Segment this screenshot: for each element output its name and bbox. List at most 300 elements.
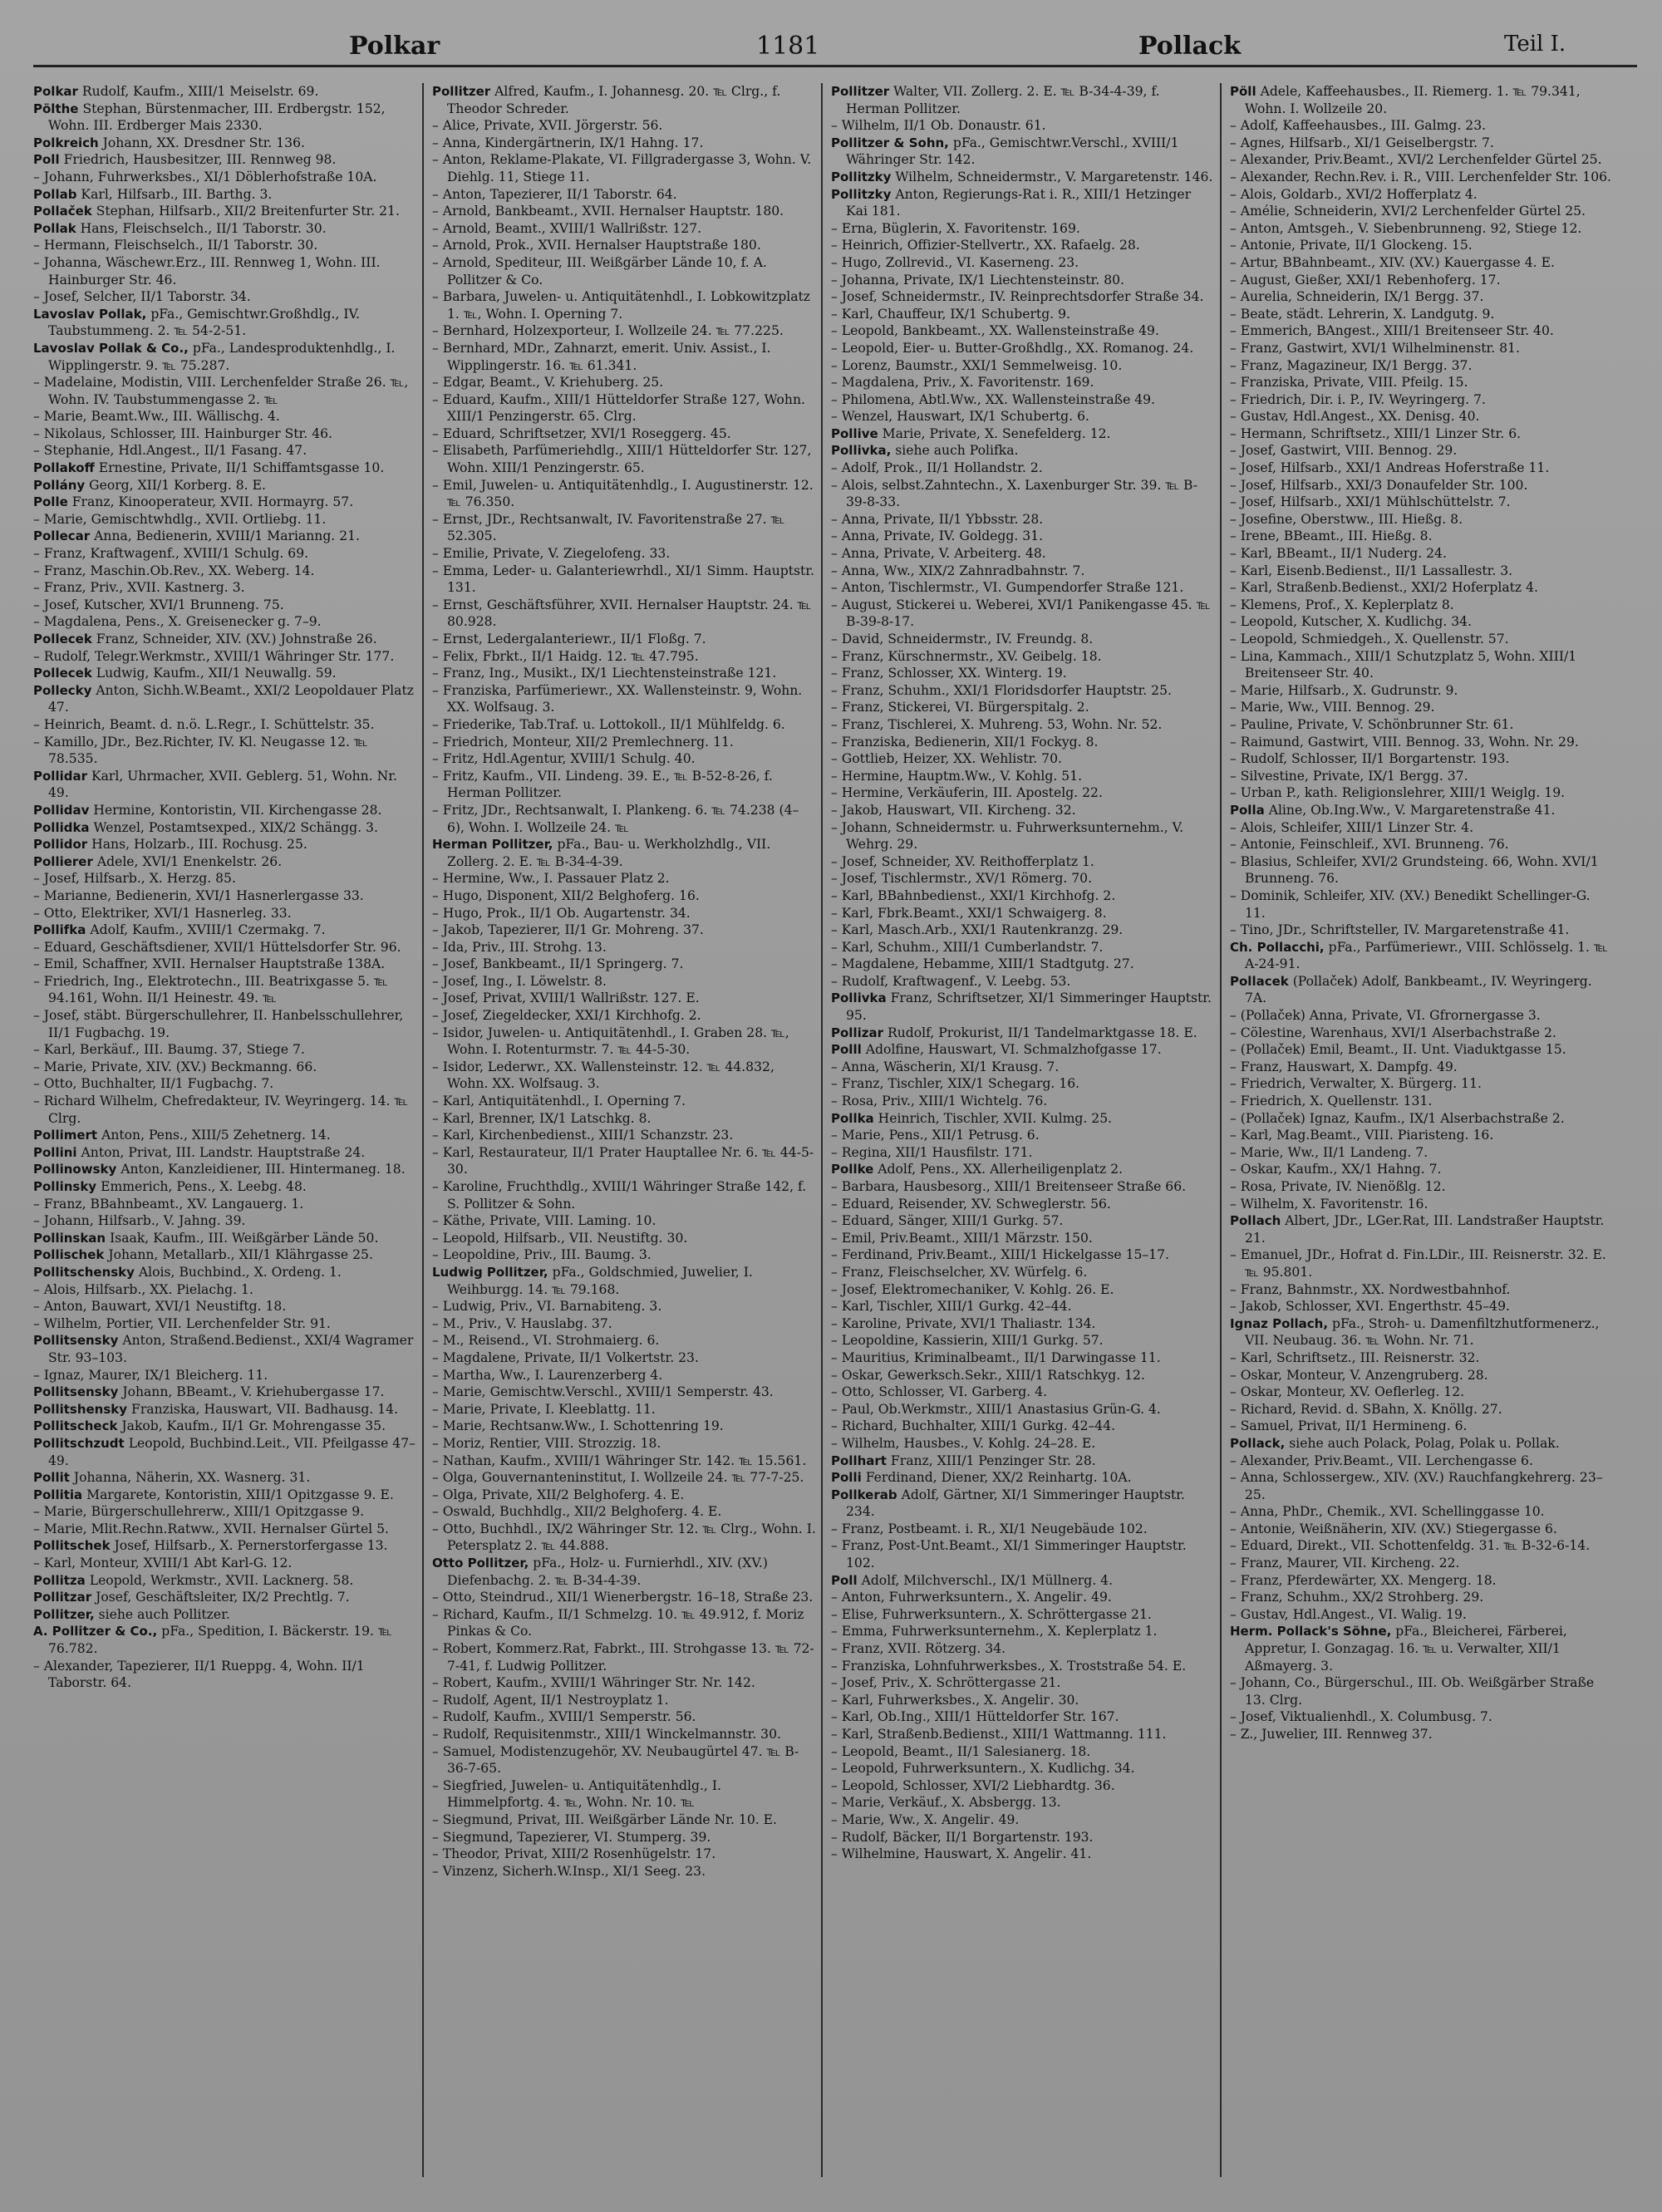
directory-entry <box>432 870 816 887</box>
entry-details: – Vinzenz, Sicherh.W.Insp., XI/1 Seeg. 23. <box>432 1863 706 1879</box>
directory-entry <box>1230 340 1614 357</box>
entry-details: – Franz, Maurer, VII. Kircheng. 22. <box>1230 1556 1460 1571</box>
entry-surname: Pollach <box>1230 1213 1281 1229</box>
entry-details: Friedrich, Hausbesitzer, III. Rennweg 98. <box>63 152 337 168</box>
entry-surname: Pollierer <box>33 853 93 869</box>
entry-details: pFa., Goldschmied, Juwelier, I. Weihburgg. 14. ℡ 79.168. <box>447 1264 753 1297</box>
entry-details: – Emil, Schaffner, XVII. Hernalser Hauptstraße 138A. <box>33 956 386 972</box>
entry-surname: Pollitschek <box>33 1538 111 1554</box>
entry-details: – Kamillo, JDr., Bez.Richter, IV. Kl. Neugasse 12. ℡ 78.535. <box>33 734 368 767</box>
directory-entry <box>33 408 417 425</box>
directory-entry <box>33 1521 417 1538</box>
directory-entry <box>1230 1127 1614 1144</box>
directory-entry <box>1230 477 1614 494</box>
directory-entry <box>33 203 417 220</box>
entry-details: – Franz, Schuhm., XX/2 Strohberg. 29. <box>1230 1590 1484 1605</box>
directory-entry <box>33 494 417 511</box>
entry-details: – Marie, Bürgerschullehrerw., XIII/1 Opitzgasse 9. <box>33 1504 365 1520</box>
directory-entry <box>1230 1093 1614 1110</box>
entry-details: pFa., Gemischtwr.Großhdlg., IV. Taubstummeng. 2. ℡ 54-2-51. <box>48 306 361 339</box>
directory-entry <box>1230 511 1614 528</box>
directory-entry <box>432 648 816 666</box>
directory-entry <box>831 511 1215 528</box>
directory-entry <box>831 1623 1215 1640</box>
entry-details: – Franz, BBahnbeamt., XV. Langauerg. 1. <box>33 1196 304 1212</box>
directory-entry <box>33 1246 417 1264</box>
entry-details: – Johann, Co., Bürgerschul., III. Ob. Weißgärber Straße 13. Clrg. <box>1230 1675 1595 1708</box>
entry-surname: Ignaz Pollach, <box>1230 1315 1329 1331</box>
entry-details: – Johann, Hilfsarb., V. Jahng. 39. <box>33 1213 246 1229</box>
directory-entry <box>831 597 1215 631</box>
entry-details: – Franz, Fleischselcher, XV. Würfelg. 6. <box>831 1264 1088 1280</box>
entry-details: – Magdalena, Pens., X. Greisenecker g. 7–9. <box>33 614 322 630</box>
directory-entry <box>1230 442 1614 460</box>
directory-entry <box>1230 939 1614 973</box>
entry-details: – Aurelia, Schneiderin, IX/1 Bergg. 37. <box>1230 289 1484 305</box>
directory-entry <box>831 1025 1215 1042</box>
directory-entry <box>1230 802 1614 819</box>
entry-details: – Edgar, Beamt., V. Kriehuberg. 25. <box>432 375 664 391</box>
directory-entry <box>33 819 417 837</box>
directory-entry <box>33 1367 417 1384</box>
entry-details: – Robert, Kaufm., XVIII/1 Währinger Str. Nr. 142. <box>432 1675 755 1691</box>
directory-entry <box>1230 734 1614 751</box>
directory-entry <box>1230 922 1614 939</box>
entry-details: – Philomena, Abtl.Ww., XX. Wallensteinstraße 49. <box>831 391 1156 407</box>
directory-entry <box>831 1264 1215 1281</box>
entry-details: Hans, Holzarb., III. Rochusg. 25. <box>91 837 307 853</box>
directory-entry <box>1230 1589 1614 1606</box>
directory-entry <box>33 135 417 152</box>
entry-details: – Antonie, Weißnäherin, XIV. (XV.) Stiegergasse 6. <box>1230 1521 1557 1536</box>
column-divider <box>422 83 424 2177</box>
entry-details: – Karl, Chauffeur, IX/1 Schubertg. 9. <box>831 306 1070 322</box>
entry-details: – Karl, Straßenb.Bedienst., XXI/2 Hoferplatz 4. <box>1230 580 1538 596</box>
entry-details: – Alois, Goldarb., XVI/2 Hofferplatz 4. <box>1230 186 1478 202</box>
entry-details: – Gustav, Hdl.Angest., XX. Denisg. 40. <box>1230 409 1480 425</box>
directory-entry <box>831 460 1215 477</box>
entry-details: – Gustav, Hdl.Angest., VI. Walig. 19. <box>1230 1606 1467 1622</box>
directory-entry <box>831 1281 1215 1299</box>
entry-details: – Siegfried, Juwelen- u. Antiquitätenhdlg., I. Himmelpfortg. 4. ℡, Wohn. Nr. 10. ℡ <box>432 1777 721 1811</box>
entry-details: – Elisabeth, Parfümeriehdlg., XIII/1 Hütteldorfer Str. 127, Wohn. XIII/1 Penzingerstr. 65. <box>432 443 812 476</box>
entry-details: Rudolf, Prokurist, II/1 Tandelmarktgasse 18. E. <box>887 1025 1197 1040</box>
entry-surname: Pollidka <box>33 819 90 835</box>
entry-details: – Elise, Fuhrwerksuntern., X. Schröttergasse 21. <box>831 1606 1152 1622</box>
entry-details: – Alois, selbst.Zahntechn., X. Laxenburger Str. 39. ℡ B-39-8-33. <box>831 477 1198 510</box>
entry-details: – Anna, Private, II/1 Ybbsstr. 28. <box>831 511 1044 527</box>
entry-surname: Herm. Pollack's Söhne, <box>1230 1624 1392 1639</box>
entry-details: Franz, Schneider, XIV. (XV.) Johnstraße 26. <box>96 632 377 646</box>
entry-details: – Franz, Stickerei, VI. Bürgerspitalg. 2. <box>831 700 1089 715</box>
entry-details: Aline, Ob.Ing.Ww., V. Margaretenstraße 41. <box>1268 802 1556 818</box>
entry-surname: Pollak <box>33 220 76 236</box>
entry-details: – Leopold, Schlosser, XVI/2 Liebhardtg. 36. <box>831 1777 1115 1793</box>
entry-surname: Pollidor <box>33 837 88 853</box>
directory-entry <box>1230 1435 1614 1453</box>
directory-entry <box>831 1435 1215 1453</box>
directory-entry <box>831 784 1215 802</box>
entry-details: – Marie, Private, I. Kleeblattg. 11. <box>432 1401 656 1417</box>
directory-entry <box>33 579 417 597</box>
entry-details: – Fritz, Hdl.Agentur, XVIII/1 Schulg. 40. <box>432 751 696 767</box>
directory-entry <box>831 819 1215 853</box>
directory-entry <box>1230 1161 1614 1178</box>
entry-details: – Anna, Kindergärtnerin, IX/1 Hahng. 17. <box>432 135 704 150</box>
running-head-left: Polkar <box>349 32 440 61</box>
entry-details: – Josef, Hilfsarb., XXI/1 Mühlschüttelstr. 7. <box>1230 494 1511 510</box>
entry-surname: Pollitscheck <box>33 1418 118 1434</box>
entry-details: – Franz, Tischler, XIX/1 Schegarg. 16. <box>831 1076 1080 1092</box>
entry-surname: Lavoslav Pollak & Co., <box>33 340 189 356</box>
entry-details: – Hermann, Fleischselch., II/1 Taborstr. 30. <box>33 238 318 253</box>
directory-entry <box>1230 648 1614 682</box>
directory-entry <box>432 905 816 922</box>
entry-details: pFa., Bleicherei, Färberei, Appretur, I. Gonzagag. 16. ℡ u. Verwalter, XII/1 Aßmayerg. 3. <box>1245 1624 1567 1674</box>
directory-entry <box>831 1246 1215 1264</box>
entry-details: – Eduard, Schriftsetzer, XVI/1 Roseggerg. 45. <box>432 425 731 441</box>
entry-details: – Eduard, Geschäftsdiener, XVII/1 Hüttelsdorfer Str. 96. <box>33 939 401 955</box>
entry-details: Josef, Geschäftsleiter, IX/2 Prechtlg. 7. <box>96 1590 350 1605</box>
directory-entry <box>432 1418 816 1435</box>
directory-entry <box>432 1606 816 1640</box>
directory-entry <box>432 1007 816 1025</box>
entry-surname: Pollke <box>831 1162 874 1177</box>
entry-details: – Robert, Kommerz.Rat, Fabrkt., III. Strohgasse 13. ℡ 72-7-41, f. Ludwig Pollitzer. <box>432 1641 814 1674</box>
entry-surname: Pollack, <box>1230 1435 1286 1451</box>
directory-entry <box>33 169 417 186</box>
directory-entry <box>432 117 816 135</box>
entry-details: – Bernhard, Holzexporteur, I. Wollzeile 24. ℡ 77.225. <box>432 323 784 339</box>
entry-details: – Wilhelm, Hausbes., V. Kohlg. 24–28. E. <box>831 1435 1096 1451</box>
directory-entry <box>1230 1726 1614 1743</box>
directory-entry <box>432 1110 816 1128</box>
entry-details: – Dominik, Schleifer, XIV. (XV.) Benedikt Schellinger-G. 11. <box>1230 887 1591 921</box>
directory-entry <box>33 1623 417 1657</box>
entry-details: Johanna, Näherin, XX. Wasnerg. 31. <box>73 1470 311 1486</box>
entry-details: Alfred, Kaufm., I. Johannesg. 20. ℡ Clrg., f. Theodor Schreder. <box>447 84 781 116</box>
entry-details: – Ernst, Ledergalanteriewr., II/1 Floßg. 7. <box>432 632 706 646</box>
entry-details: – Moriz, Rentier, VIII. Strozzig. 18. <box>432 1435 661 1451</box>
entry-details: – Hermann, Schriftsetz., XIII/1 Linzer Str. 6. <box>1230 425 1522 441</box>
entry-surname: Pollecek <box>33 666 92 681</box>
entry-details: pFa., Spedition, I. Bäckerstr. 19. ℡ 76.782. <box>48 1624 392 1657</box>
directory-entry <box>1230 425 1614 443</box>
directory-entry <box>432 768 816 802</box>
directory-entry <box>33 613 417 631</box>
volume-label: Teil I. <box>1504 32 1566 57</box>
directory-entry <box>831 750 1215 768</box>
entry-details: – Karl, Schuhm., XIII/1 Cumberlandstr. 7. <box>831 939 1104 955</box>
entry-details: – Franz, Kürschnermstr., XV. Geibelg. 18. <box>831 648 1102 664</box>
entry-details: – Marie, Gemischtw.Verschl., XVIII/1 Semperstr. 43. <box>432 1384 774 1400</box>
entry-details: – Z., Juwelier, III. Rennweg 37. <box>1230 1727 1433 1742</box>
directory-entry <box>831 408 1215 425</box>
entry-details: Adolf, Pens., XX. Allerheiligenplatz 2. <box>878 1162 1124 1177</box>
entry-details: – Anton, Amtsgeh., V. Siebenbrunneng. 92, Stiege 12. <box>1230 220 1582 236</box>
entry-details: – Franz, Pferdewärter, XX. Mengerg. 18. <box>1230 1572 1497 1588</box>
entry-details: – (Pollaček) Emil, Beamt., II. Unt. Viaduktgasse 15. <box>1230 1042 1566 1058</box>
directory-entry <box>1230 716 1614 734</box>
directory-entry <box>432 1726 816 1743</box>
entry-surname: Polkar <box>33 84 78 99</box>
directory-entry <box>432 1025 816 1059</box>
directory-entry <box>432 682 816 716</box>
entry-details: – Arnold, Bankbeamt., XVII. Hernalser Hauptstr. 180. <box>432 204 784 219</box>
directory-entry <box>831 288 1215 306</box>
entry-details: – Karoline, Private, XVI/1 Thaliastr. 134. <box>831 1315 1096 1331</box>
directory-entry <box>33 836 417 853</box>
entry-details: – Karl, Restaurateur, II/1 Prater Hauptallee Nr. 6. ℡ 44-5-30. <box>432 1144 814 1177</box>
directory-entry <box>831 648 1215 666</box>
entry-surname: Pölthe <box>33 101 79 116</box>
entry-details: Johann, Metallarb., XII/1 Klährgasse 25. <box>108 1247 373 1263</box>
directory-entry <box>1230 579 1614 597</box>
directory-entry <box>1230 853 1614 887</box>
entry-details: – August, Stickerei u. Weberei, XVI/1 Panikengasse 45. ℡ B-39-8-17. <box>831 597 1211 630</box>
directory-entry <box>432 665 816 682</box>
entry-details: – Alice, Private, XVII. Jörgerstr. 56. <box>432 118 663 134</box>
entry-details: – Friedrich, Verwalter, X. Bürgerg. 11. <box>1230 1076 1482 1092</box>
directory-entry <box>831 699 1215 716</box>
directory-entry <box>831 1658 1215 1675</box>
directory-entry <box>33 1144 417 1162</box>
entry-details: – Mauritius, Kriminalbeamt., II/1 Darwingasse 11. <box>831 1349 1161 1365</box>
entry-details: – Leopold, Eier- u. Butter-Großhdlg., XX. Romanog. 24. <box>831 340 1194 356</box>
directory-entry <box>432 922 816 939</box>
directory-entry <box>1230 613 1614 631</box>
directory-entry <box>831 1230 1215 1247</box>
entry-details: – Karl, Kirchenbedienst., XIII/1 Schanzstr. 23. <box>432 1128 734 1143</box>
directory-entry <box>33 374 417 408</box>
entry-details: – Karl, Brenner, IX/1 Latschkg. 8. <box>432 1110 652 1126</box>
entry-details: – Silvestine, Private, IX/1 Bergg. 37. <box>1230 768 1468 784</box>
entry-surname: Pollitschensky <box>33 1264 135 1280</box>
entry-details: – Heinrich, Beamt. d. n.ö. L.Regr., I. Schüttelstr. 35. <box>33 716 375 732</box>
entry-details: – Hermine, Verkäuferin, III. Apostelg. 22. <box>831 785 1103 801</box>
entry-details: – Otto, Buchhalter, II/1 Fugbachg. 7. <box>33 1076 274 1092</box>
entry-details: – Tino, JDr., Schriftsteller, IV. Margaretenstraße 41. <box>1230 922 1570 938</box>
entry-details: – Karl, Fbrk.Beamt., XXI/1 Schwaigerg. 8. <box>831 905 1107 921</box>
directory-entry <box>831 237 1215 254</box>
entry-details: – Lorenz, Baumstr., XXI/1 Semmelweisg. 10. <box>831 357 1123 373</box>
entry-details: – Alexander, Rechn.Rev. i. R., VIII. Lerchenfelder Str. 106. <box>1230 169 1612 184</box>
directory-entry <box>1230 1401 1614 1418</box>
directory-entry <box>1230 1025 1614 1042</box>
directory-entry <box>831 665 1215 682</box>
directory-entry <box>432 186 816 204</box>
directory-entry <box>33 425 417 443</box>
entry-details: – Hermine, Ww., I. Passauer Platz 2. <box>432 871 670 887</box>
entry-details: Rudolf, Kaufm., XIII/1 Meiselstr. 69. <box>81 84 319 99</box>
entry-details: – Josef, Elektromechaniker, V. Kohlg. 26. E. <box>831 1281 1114 1297</box>
entry-details: – Siegmund, Privat, III. Weißgärber Lände Nr. 10. E. <box>432 1811 778 1827</box>
directory-entry <box>33 340 417 374</box>
directory-entry <box>831 1332 1215 1349</box>
directory-entry <box>831 563 1215 580</box>
entry-details: Adolfine, Hauswart, VI. Schmalzhofgasse 17. <box>865 1042 1162 1058</box>
entry-surname: Lavoslav Pollak, <box>33 306 147 322</box>
directory-entry <box>1230 203 1614 220</box>
entry-details: – Wilhelmine, Hauswart, X. Angeliг. 41. <box>831 1846 1092 1862</box>
running-head-right: Pollack <box>1138 32 1242 61</box>
directory-entry <box>831 528 1215 545</box>
entry-details: – Olga, Gouvernanteninstitut, I. Wollzeile 24. ℡ 77-7-25. <box>432 1470 804 1486</box>
entry-details: – Richard, Revid. d. SBahn, X. Knöllg. 27. <box>1230 1401 1502 1417</box>
directory-entry <box>432 1178 816 1212</box>
directory-entry <box>1230 1503 1614 1521</box>
entry-details: Adolf, Milchverschl., IX/1 Müllnerg. 4. <box>861 1572 1114 1588</box>
entry-details: – Josef, Schneidermstr., IV. Reinprechtsdorfer Straße 34. <box>831 289 1204 305</box>
directory-entry <box>33 956 417 973</box>
entry-details: – Fritz, Kaufm., VII. Lindeng. 39. E., ℡ B-52-8-26, f. Herman Pollitzer. <box>432 768 773 801</box>
directory-entry <box>1230 1110 1614 1128</box>
directory-entry <box>33 1196 417 1213</box>
entry-details: – Karl, Eisenb.Bedienst., II/1 Lassallestr. 3. <box>1230 563 1513 578</box>
entry-details: – Rosa, Private, IV. Nienößlg. 12. <box>1230 1179 1446 1194</box>
entry-surname: Pollischek <box>33 1247 105 1263</box>
entry-details: Adele, Kaffeehausbes., II. Riemerg. 1. ℡ 79.341, Wohn. I. Wollzeile 20. <box>1245 84 1581 116</box>
directory-entry <box>432 545 816 563</box>
directory-entry <box>33 682 417 716</box>
entry-details: Adele, XVI/1 Enenkelstr. 26. <box>96 853 283 869</box>
directory-entry <box>1230 631 1614 648</box>
directory-entry <box>831 1846 1215 1863</box>
entry-details: – Karl, Straßenb.Bedienst., XIII/1 Wattmanng. 111. <box>831 1727 1167 1742</box>
directory-entry <box>1230 322 1614 340</box>
entry-details: Margarete, Kontoristin, XIII/1 Opitzgasse 9. E. <box>86 1487 394 1502</box>
entry-details: – Anton, Fuhrwerksuntern., X. Angeliг. 49. <box>831 1590 1112 1605</box>
entry-details: Walter, VII. Zollerg. 2. E. ℡ B-34-4-39, f. Herman Pollitzer. <box>846 84 1160 116</box>
entry-surname: Polll <box>831 1042 862 1058</box>
directory-entry <box>432 1332 816 1349</box>
directory-entry <box>33 288 417 306</box>
directory-entry <box>831 357 1215 375</box>
entry-details: Leopold, Werkmstr., XVII. Lacknerg. 58. <box>89 1572 354 1588</box>
entry-surname: Polli <box>831 1470 862 1486</box>
directory-entry <box>1230 1367 1614 1384</box>
entry-details: Johann, XX. Dresdner Str. 136. <box>102 135 305 150</box>
entry-details: – (Pollaček) Ignaz, Kaufm., IX/1 Alserbachstraße 2. <box>1230 1110 1565 1126</box>
directory-entry <box>831 939 1215 956</box>
directory-entry <box>432 1435 816 1453</box>
directory-entry <box>1230 819 1614 837</box>
entry-details: – Friedrich, X. Quellenstr. 131. <box>1230 1094 1433 1109</box>
entry-details: – Eduard, Reisender, XV. Schweglerstr. 56. <box>831 1196 1111 1212</box>
entry-details: – Adolf, Prok., II/1 Hollandstr. 2. <box>831 460 1043 476</box>
entry-details: Josef, Hilfsarb., X. Pernerstorfergasse 13. <box>114 1538 388 1554</box>
directory-entry <box>432 237 816 254</box>
entry-details: Johann, BBeamt., V. Kriehubergasse 17. <box>122 1384 385 1400</box>
entry-details: – Emil, Juwelen- u. Antiquitätenhdlg., I. Augustinerstr. 12. ℡ 76.350. <box>432 477 814 510</box>
directory-entry <box>432 477 816 511</box>
directory-entry <box>831 973 1215 990</box>
directory-entry <box>33 1264 417 1281</box>
entry-details: – Marianne, Bedienerin, XVI/1 Hasnerlergasse 33. <box>33 887 364 903</box>
directory-entry <box>1230 1418 1614 1435</box>
entry-details: Georg, XII/1 Korberg. 8. E. <box>89 477 266 493</box>
directory-entry <box>33 1298 417 1315</box>
entry-details: – Wilhelm, Portier, VII. Lerchenfelder Str. 91. <box>33 1315 331 1331</box>
directory-entry <box>831 1093 1215 1110</box>
entry-details: – Otto, Elektriker, XVI/1 Hasnerleg. 33. <box>33 905 292 921</box>
directory-entry <box>831 1127 1215 1144</box>
entry-details: – Richard, Buchhalter, XIII/1 Gurkg. 42–44. <box>831 1418 1116 1434</box>
entry-details: – Isidor, Lederwr., XX. Wallensteinstr. 12. ℡ 44.832, Wohn. XX. Wolfsaug. 3. <box>432 1059 774 1092</box>
directory-entry <box>33 528 417 545</box>
directory-entry <box>33 1212 417 1230</box>
entry-details: – Johanna, Private, IX/1 Liechtensteinstr. 80. <box>831 272 1125 288</box>
entry-details: Franz, XIII/1 Penzinger Str. 28. <box>890 1453 1096 1468</box>
directory-entry <box>432 734 816 751</box>
directory-entry <box>831 734 1215 751</box>
entry-details: – Josef, Hilfsarb., X. Herzg. 85. <box>33 871 236 887</box>
directory-entry <box>1230 1212 1614 1246</box>
entry-details: – Antonie, Feinschleif., XVI. Brunneng. 76. <box>1230 837 1509 853</box>
directory-entry <box>831 1144 1215 1162</box>
entry-details: – Friedrich, Monteur, XII/2 Premlechnerg. 11. <box>432 734 734 750</box>
directory-entry <box>432 1230 816 1247</box>
entry-surname: Pollaček <box>33 204 92 219</box>
directory-entry <box>432 563 816 597</box>
entry-surname: Pollitia <box>33 1487 83 1502</box>
directory-entry <box>831 1178 1215 1196</box>
directory-entry <box>432 716 816 734</box>
column-4 <box>1230 83 1614 2177</box>
entry-details: – Ernst, Geschäftsführer, XVII. Hernalser Hauptstr. 24. ℡ 80.928. <box>432 597 812 630</box>
directory-entry <box>432 1127 816 1144</box>
entry-surname: Ludwig Pollitzer, <box>432 1264 548 1280</box>
directory-entry <box>33 631 417 648</box>
entry-details: – Rosa, Priv., XIII/1 Wichtelg. 76. <box>831 1094 1048 1109</box>
entry-surname: Pollizar <box>831 1025 883 1040</box>
entry-details: – Marie, Ww., II/1 Landeng. 7. <box>1230 1144 1428 1160</box>
directory-entry <box>1230 357 1614 375</box>
entry-details: Anton, Sichh.W.Beamt., XXI/2 Leopoldauer Platz 47. <box>48 682 414 715</box>
entry-details: – Regina, XII/1 Hausfilstr. 171. <box>831 1144 1033 1160</box>
directory-entry <box>432 1349 816 1367</box>
directory-entry <box>33 905 417 922</box>
entry-surname: Pollifka <box>33 922 86 938</box>
entry-surname: Pollecar <box>33 528 91 544</box>
entry-details: – Karl, Masch.Arb., XXI/1 Rautenkranzg. 29. <box>831 922 1124 938</box>
directory-entry <box>432 1059 816 1093</box>
directory-entry <box>1230 545 1614 563</box>
directory-entry <box>432 1264 816 1298</box>
directory-entry <box>432 442 816 476</box>
directory-entry <box>1230 1315 1614 1349</box>
directory-entry <box>1230 768 1614 785</box>
page-number: 1181 <box>756 32 820 61</box>
entry-details: Karl, Hilfsarb., III. Barthg. 3. <box>81 186 273 202</box>
directory-entry <box>33 1007 417 1041</box>
entry-details: Alois, Buchbind., X. Ordeng. 1. <box>138 1264 342 1280</box>
directory-entry <box>33 151 417 169</box>
directory-entry <box>33 1606 417 1624</box>
directory-entry <box>831 545 1215 563</box>
directory-entry <box>1230 1246 1614 1281</box>
directory-entry <box>432 1846 816 1863</box>
entry-details: – Leopold, Fuhrwerksuntern., X. Kudlichg. 34. <box>831 1761 1135 1777</box>
entry-details: – Rudolf, Schlosser, II/1 Borgartenstr. 193. <box>1230 751 1510 767</box>
entry-details: – Anton, Tischlermstr., VI. Gumpendorfer Straße 121. <box>831 580 1184 596</box>
entry-details: – Alexander, Priv.Beamt., VII. Lerchengasse 6. <box>1230 1453 1533 1468</box>
entry-details: – Franz, Schuhm., XXI/1 Floridsdorfer Hauptstr. 25. <box>831 682 1172 698</box>
entry-details: Hans, Fleischselch., II/1 Taborstr. 30. <box>80 220 327 236</box>
entry-details: – Ludwig, Priv., VI. Barnabiteng. 3. <box>432 1299 662 1315</box>
directory-entry <box>33 1127 417 1144</box>
column-3 <box>831 83 1215 2177</box>
